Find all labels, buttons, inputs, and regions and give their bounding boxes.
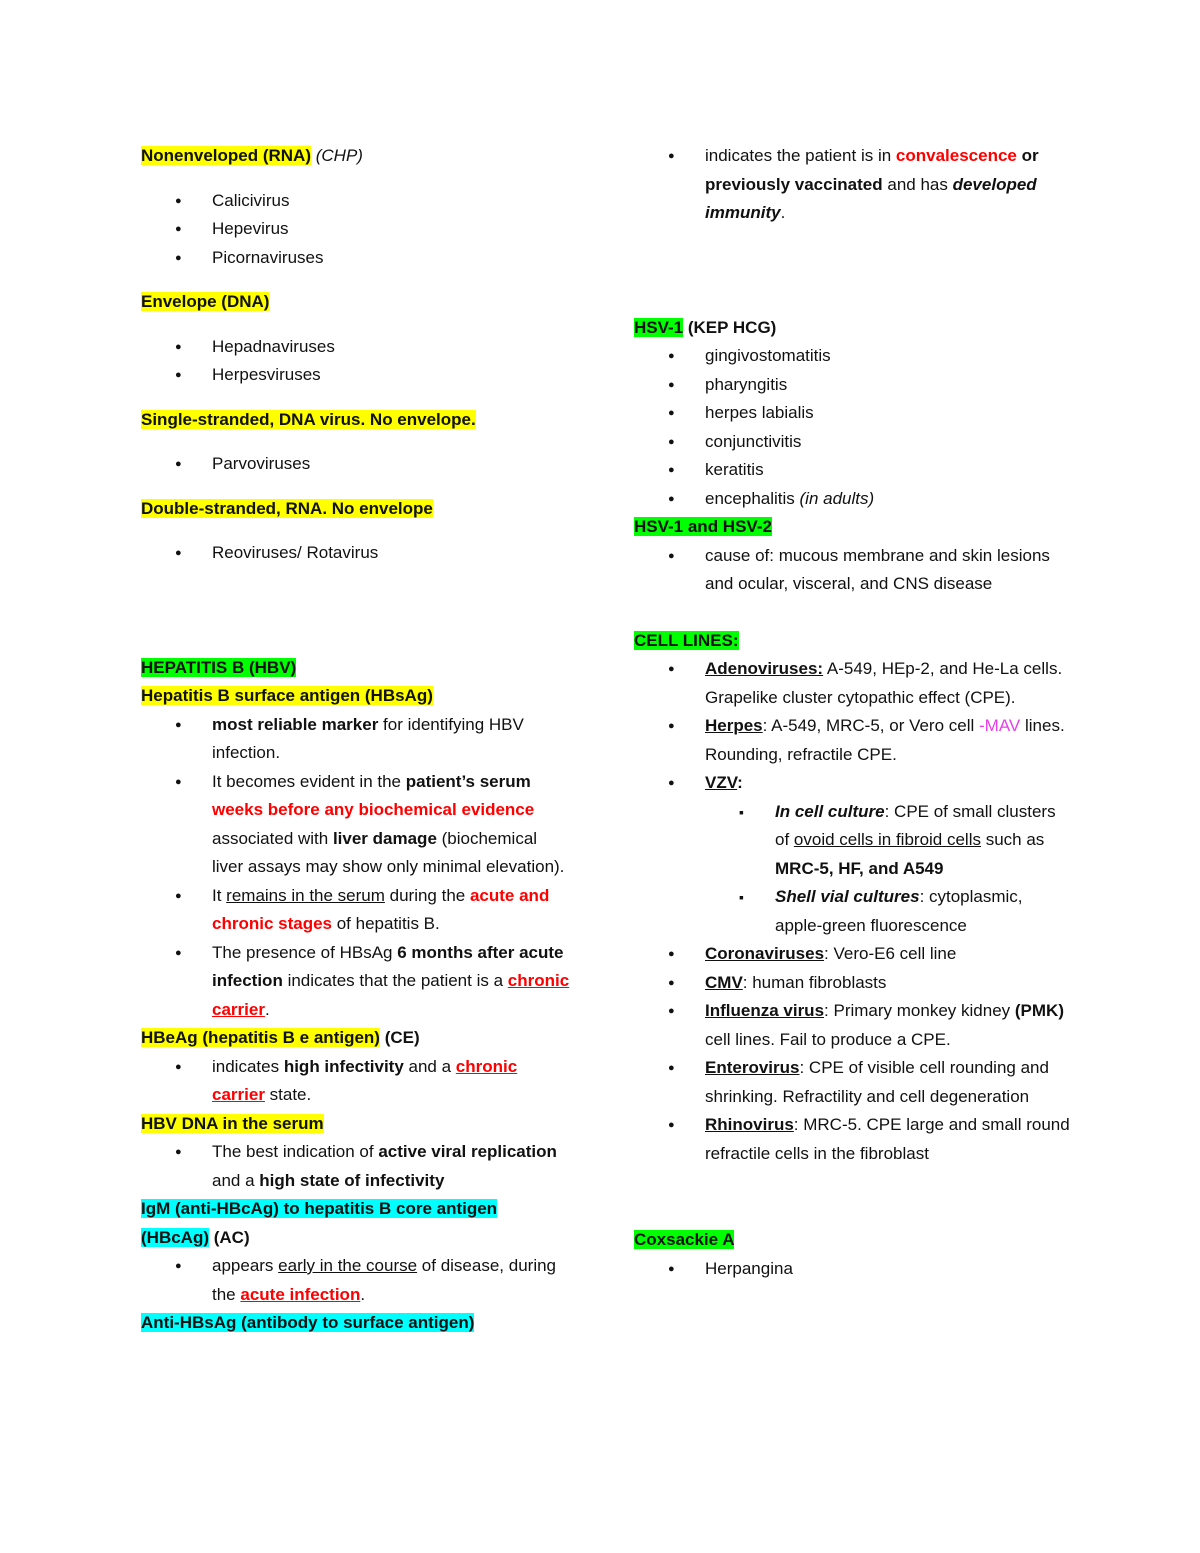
list-item: ● Herpesviruses (141, 361, 571, 390)
list-item: ● gingivostomatitis (634, 342, 1074, 371)
single-stranded-list (141, 450, 571, 479)
list-item: ● Reoviruses/ Rotavirus (141, 539, 571, 568)
cell-lines-list (634, 655, 1074, 1168)
list-item: ● Herpes: A-549, MRC-5, or Vero cell -MAV lines. Rounding, refractile CPE. (634, 712, 1074, 769)
list-item: ● encephalitis (in adults) (634, 485, 1074, 514)
list-item: ● Rhinovirus: MRC-5. CPE large and small round refractile cells in the fibroblast (634, 1111, 1074, 1168)
hsv1-list (634, 342, 1074, 513)
hbv-dna-heading: HBV DNA in the serum (141, 1113, 324, 1133)
list-item: ● appears early in the course of disease, during the acute infection. (141, 1252, 571, 1309)
igm-note: (AC) (209, 1227, 250, 1247)
hbeag-heading: HBeAg (hepatitis B e antigen) (141, 1028, 380, 1047)
list-item: ● Adenoviruses: A-549, HEp-2, and He-La cells. Grapelike cluster cytopathic effect (CPE). (634, 655, 1074, 712)
nonenveloped-heading-line (141, 142, 571, 171)
hsv12-list (634, 542, 1074, 599)
list-item: ● CMV: human fibroblasts (634, 969, 1074, 998)
double-stranded-list (141, 539, 571, 568)
hbsag-list (141, 711, 571, 1025)
coxsackie-heading: Coxsackie A (634, 1230, 735, 1249)
coxsackie-list (634, 1255, 1074, 1284)
left-column (141, 142, 571, 1338)
convalescence-list (634, 142, 1074, 228)
list-item: ● Calicivirus (141, 187, 571, 216)
hsv12-heading: HSV-1 and HSV-2 (634, 517, 772, 536)
igm-heading: IgM (anti-HBcAg) to hepatitis B core antigen (HBcAg) (141, 1199, 498, 1247)
right-column (634, 142, 1074, 1283)
igm-list (141, 1252, 571, 1309)
list-item: ● indicates high infectivity and a chronic carrier state. (141, 1053, 571, 1110)
double-stranded-heading: Double-stranded, RNA. No envelope (141, 498, 433, 518)
anti-hbsag-heading: Anti-HBsAg (antibody to surface antigen) (141, 1313, 475, 1332)
list-item: ● Parvoviruses (141, 450, 571, 479)
list-item: ● It becomes evident in the patient’s serum weeks before any biochemical evidence associated with liver damage (biochemical liver assays may show only minimal elevation). (141, 768, 571, 882)
list-item: ● Hepadnaviruses (141, 333, 571, 362)
list-item: ● Coronaviruses: Vero-E6 cell line (634, 940, 1074, 969)
hsv1-heading: HSV-1 (634, 317, 684, 337)
list-item: ● The presence of HBsAg 6 months after acute infection indicates that the patient is a chronic carrier. (141, 939, 571, 1025)
nonenveloped-list (141, 187, 571, 273)
hbsag-heading: Hepatitis B surface antigen (HBsAg) (141, 686, 433, 705)
single-stranded-heading: Single-stranded, DNA virus. No envelope. (141, 409, 476, 429)
nonenveloped-heading: Nonenveloped (RNA) (141, 146, 311, 165)
list-item: ● keratitis (634, 456, 1074, 485)
list-item: ● pharyngitis (634, 371, 1074, 400)
hsv1-note: (KEP HCG) (683, 317, 777, 337)
list-item: ● most reliable marker for identifying HBV infection. (141, 711, 571, 768)
list-item: ● Influenza virus: Primary monkey kidney (PMK) cell lines. Fail to produce a CPE. (634, 997, 1074, 1054)
list-item: ● It remains in the serum during the acute and chronic stages of hepatitis B. (141, 882, 571, 939)
list-item: ● Picornaviruses (141, 244, 571, 273)
hbeag-note: (CE) (379, 1028, 420, 1047)
hbeag-list (141, 1053, 571, 1110)
list-item: ● Enterovirus: CPE of visible cell rounding and shrinking. Refractility and cell degeneration (634, 1054, 1074, 1111)
list-item: ● indicates the patient is in convalescence or previously vaccinated and has developed immunity. (634, 142, 1074, 228)
list-item: ● Herpangina (634, 1255, 1074, 1284)
envelope-dna-heading: Envelope (DNA) (141, 292, 270, 311)
envelope-dna-list (141, 333, 571, 390)
hbv-dna-list (141, 1138, 571, 1195)
list-item: ● herpes labialis (634, 399, 1074, 428)
list-item: ● conjunctivitis (634, 428, 1074, 457)
list-item: ● cause of: mucous membrane and skin lesions and ocular, visceral, and CNS disease (634, 542, 1074, 599)
nonenveloped-note: (CHP) (315, 146, 363, 165)
list-item: ▪ In cell culture: CPE of small clusters of ovoid cells in fibroid cells such as MRC-5, HF, and A549 (634, 798, 1074, 884)
hepatitis-b-title: HEPATITIS B (HBV) (141, 657, 297, 677)
list-item: ● VZV: (634, 769, 1074, 798)
list-item: ● Hepevirus (141, 215, 571, 244)
cell-lines-heading: CELL LINES: (634, 630, 739, 650)
list-item: ● The best indication of active viral replication and a high state of infectivity (141, 1138, 571, 1195)
list-item: ▪ Shell vial cultures: cytoplasmic, apple-green fluorescence (634, 883, 1074, 940)
